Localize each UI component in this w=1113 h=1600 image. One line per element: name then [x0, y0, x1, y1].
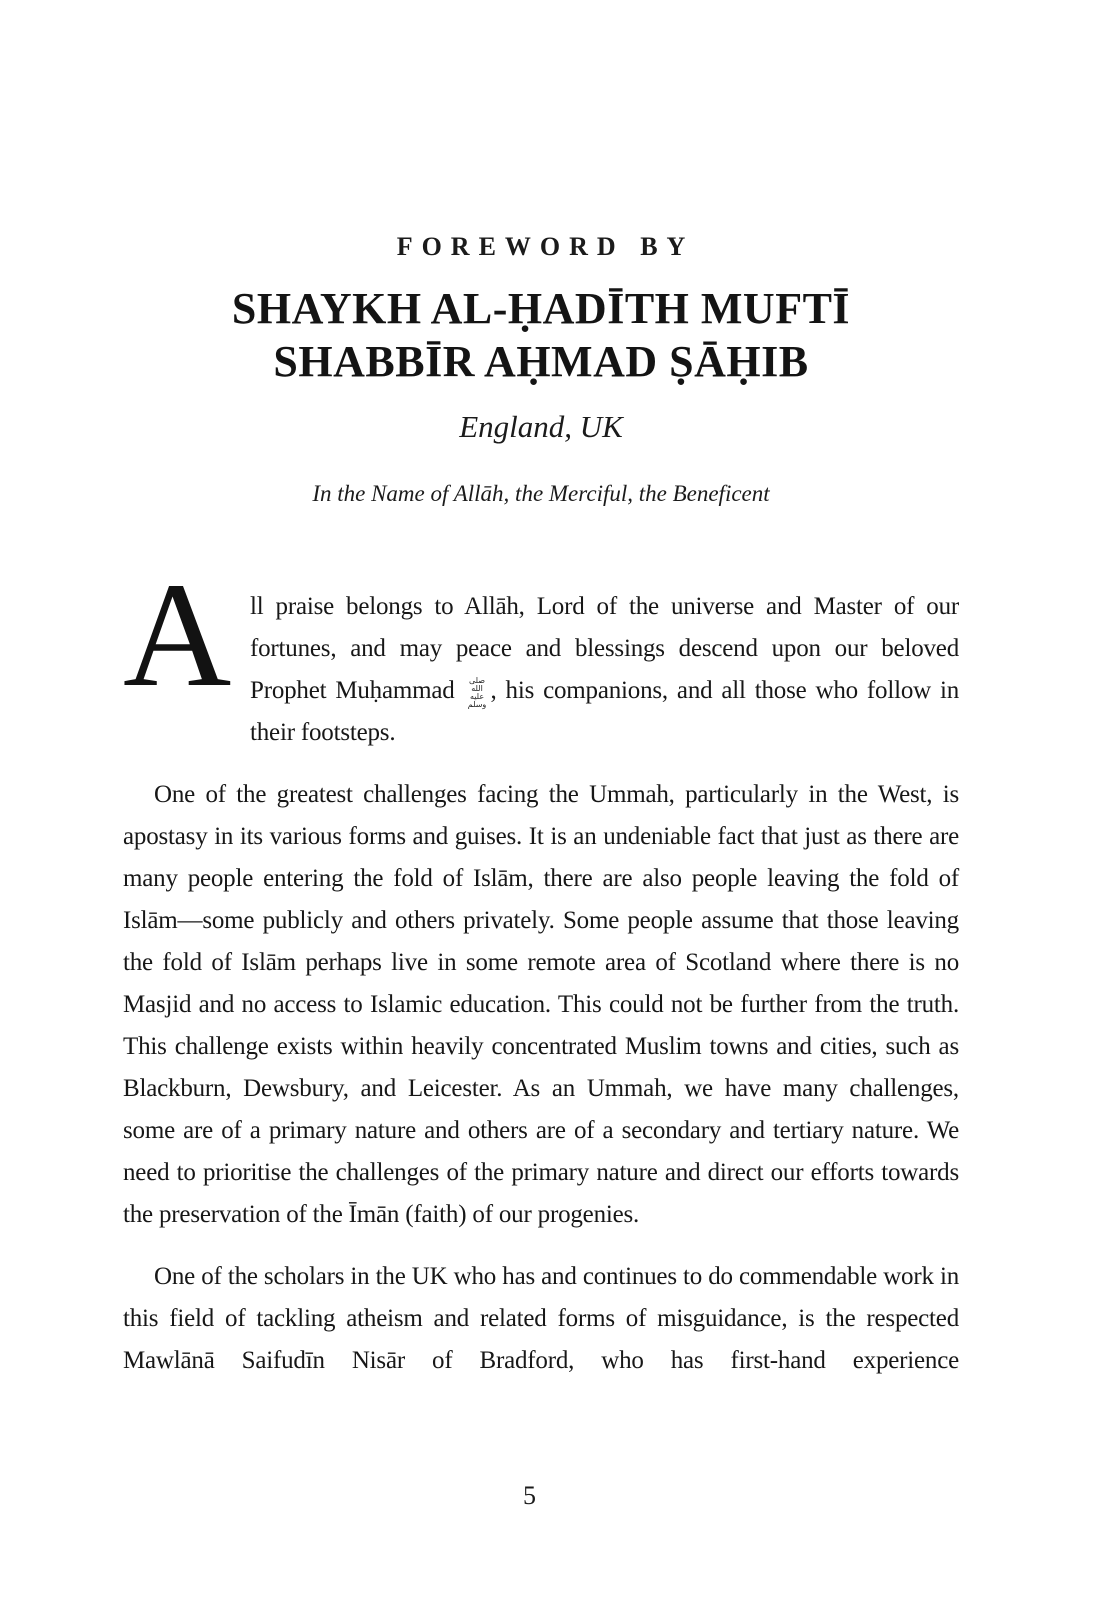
paragraph-1: [123, 552, 959, 754]
paragraph-1-text-continued: , his companions, and all those who follow in their footsteps.: [250, 677, 959, 746]
foreword-kicker: FOREWORD BY: [396, 232, 695, 261]
paragraph-3: One of the scholars in the UK who has and continues to do commendable work in this field of tackling atheism and related forms of misguidance, is the respected Mawlānā Saifudīn Nisār of Bradford, who has first-hand experience: [123, 1263, 959, 1374]
drop-cap: [123, 552, 235, 718]
drop-cap-letter: A: [123, 552, 232, 718]
text-column: [123, 0, 959, 1382]
paragraph-2: One of the greatest challenges facing the Ummah, particularly in the West, is apostasy in its various forms and guises. It is an undeniable fact that just as there are many people entering the fold of Islām, there are also people leaving the fold of Islām—some publicly and others privately. Some people assume that those leaving the fold of Islām perhaps live in some remote area of Scotland where there is no Masjid and no access to Islamic education. This could not be further from the truth. This challenge exists within heavily concentrated Muslim towns and cities, such as Blackburn, Dewsbury, and Leicester. As an Ummah, we have many challenges, some are of a primary nature and others are of a secondary and tertiary nature. We need to prioritise the challenges of the primary nature and direct our efforts towards the preservation of the Īmān (faith) of our progenies.: [123, 781, 959, 1228]
paragraph-1-text: ll praise belongs to Allāh, Lord of the universe and Master of our fortunes, and may peace and blessings descend upon our beloved Prophet Muḥammad: [250, 593, 959, 704]
chapter-title: [123, 282, 959, 388]
sallallahu-alayhi-wasallam-symbol: صلى الله عليه وسلم: [467, 676, 487, 709]
author-location: England, UK: [459, 409, 623, 444]
page-number: 5: [523, 1481, 536, 1510]
body-text: [123, 552, 959, 1382]
title-line-1: SHAYKH AL-ḤADĪTH MUFTĪ: [231, 284, 851, 333]
bismillah-line: In the Name of Allāh, the Merciful, the Beneficent: [312, 481, 770, 506]
title-line-2: SHABBĪR AḤMAD ṢĀḤIB: [273, 337, 809, 386]
